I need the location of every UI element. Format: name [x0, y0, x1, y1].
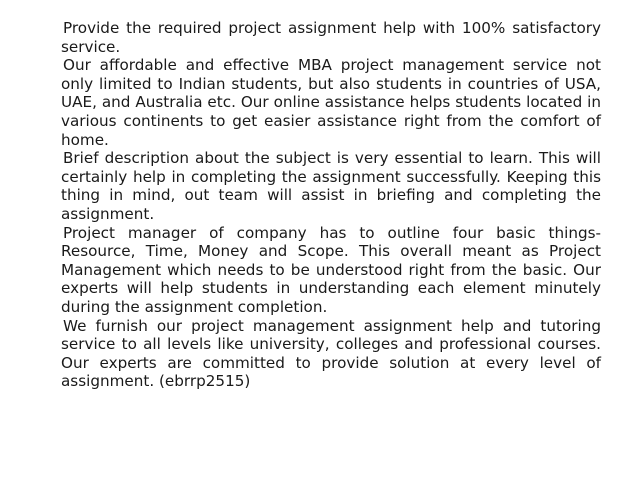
text-body	[61, 19, 601, 391]
paragraph-subject-description: Brief description about the subject is very essential to learn. This will certainly help in completing the assignment successfully. Keeping this thing in mind, out team will assist in briefing and completing the assignment.	[61, 149, 601, 223]
paragraph-mba-service: Our affordable and effective MBA project management service not only limited to Indian students, but also students in countries of USA, UAE, and Australia etc. Our online assistance helps students located in various continents to get easier assistance right from the comfort of home.	[61, 56, 601, 149]
paragraph-service-intro: Provide the required project assignment help with 100% satisfactory service.	[61, 19, 601, 56]
paragraph-tutoring-service: We furnish our project management assignment help and tutoring service to all levels like university, colleges and professional courses. Our experts are committed to provide solution at every level of assignment. (ebrrp2515)	[61, 316, 601, 391]
paragraph-project-manager: Project manager of company has to outline four basic things- Resource, Time, Money and Scope. This overall meant as Project Management which needs to be understood right from the basic. Our experts will help students in understanding each element minutely during the assignment completion.	[61, 223, 601, 316]
